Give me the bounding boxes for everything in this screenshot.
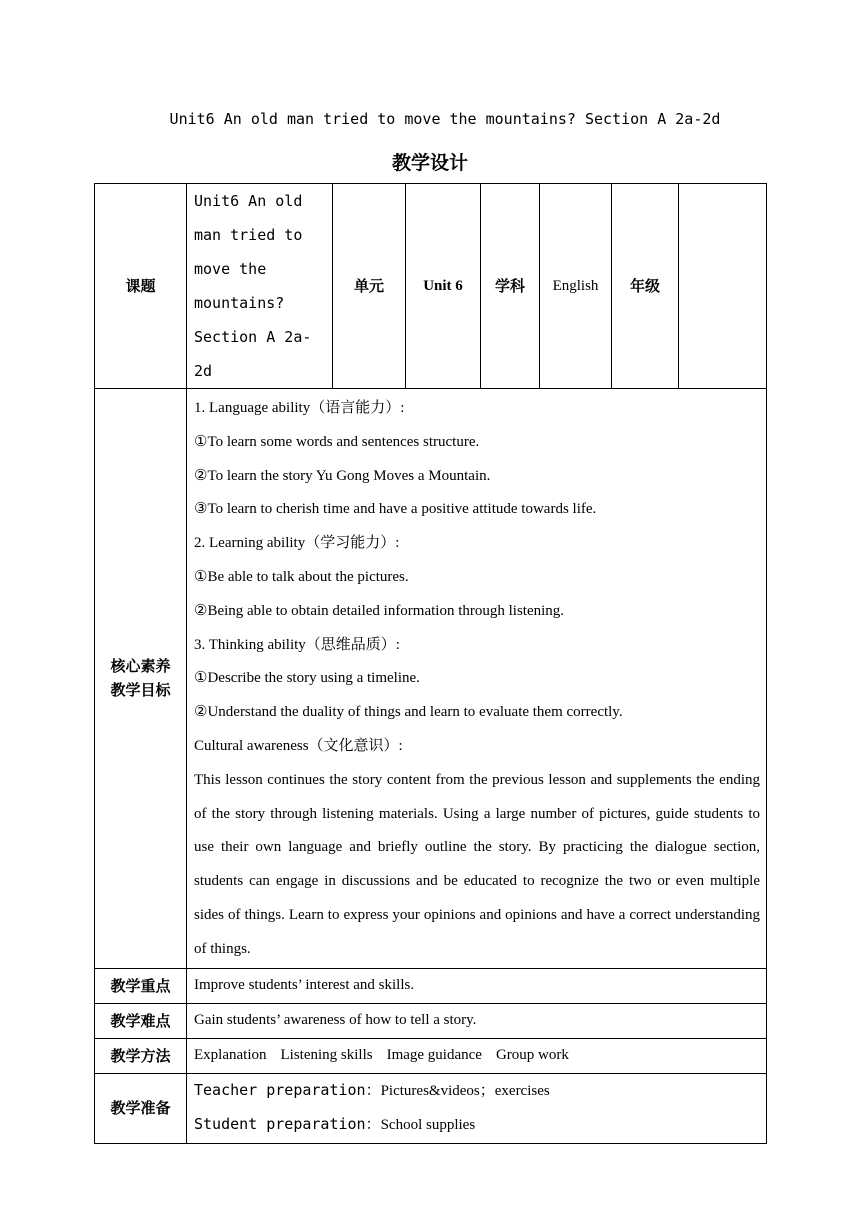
objectives-content [187,389,767,969]
preparation-row [95,1073,767,1143]
method-item: Explanation [194,1047,267,1064]
student-prep-prefix: Student preparation： [194,1115,381,1134]
objective-item: ①To learn some words and sentences structure. [194,433,480,450]
methods-row [95,1038,767,1073]
objective-heading: 2. Learning ability（学习能力）: [194,535,400,552]
objective-item: ②To learn the story Yu Gong Moves a Mountain. [194,467,491,484]
topic-line: move the [194,260,267,278]
lesson-plan-table [94,183,767,1144]
objective-heading: 3. Thinking ability（思维品质）: [194,636,400,653]
student-prep-value: School supplies [380,1117,476,1134]
unit-label: 单元 [333,184,406,389]
difficulties-label: 教学难点 [95,1003,187,1038]
subject-value: English [540,184,612,389]
objective-item: ②Being able to obtain detailed information through listening. [194,602,565,619]
document-subtitle: 教学设计 [391,152,468,174]
objectives-row [95,389,767,969]
objectives-label-line: 教学目标 [110,681,171,700]
key-points-value: Improve students’ interest and skills. [187,968,767,1003]
topic-label: 课题 [95,184,187,389]
objective-item: ①Be able to talk about the pictures. [194,568,409,585]
method-item: Image guidance [386,1047,482,1064]
topic-line: mountains? [194,294,285,312]
document-title: Unit6 An old man tried to move the mountains? Section A 2a-2d [169,110,721,128]
student-preparation [194,1108,759,1143]
key-points-row [95,968,767,1003]
preparation-value [187,1073,767,1143]
objective-heading: 1. Language ability（语言能力）: [194,400,405,416]
objective-heading: Cultural awareness（文化意识）: [194,737,403,754]
difficulties-value: Gain students’ awareness of how to tell a story. [187,1003,767,1038]
objective-item: ②Understand the duality of things and learn to evaluate them correctly. [194,704,623,721]
grade-label: 年级 [612,184,679,389]
objectives-label [95,389,187,969]
header-row [95,184,767,389]
objective-item: ③To learn to cherish time and have a positive attitude towards life. [194,501,597,518]
grade-value [679,184,767,389]
cultural-paragraph: This lesson continues the story content from the previous lesson and supplements the ending of the story through listening materials. Using a large number of pictures, guide students to use their own language and briefly outline the story. By practicing the dialogue section, students can engage in discussions and be educated to recognize the two or even multiple sides of things. Learn to express your opinions and opinions and have a correct understanding of things. [194,771,760,957]
objective-item: ①Describe the story using a timeline. [194,670,420,687]
topic-line: man tried to [194,226,303,244]
method-item: Listening skills [280,1047,373,1064]
topic-value [187,184,333,389]
teacher-prep-prefix: Teacher preparation： [194,1080,381,1099]
methods-value [187,1038,767,1073]
method-item: Group work [495,1047,569,1064]
objectives-label-line: 核心素养 [110,657,171,676]
topic-line: Section A 2a-2d [194,328,312,380]
teacher-preparation [194,1074,759,1109]
preparation-label: 教学准备 [95,1073,187,1143]
teacher-prep-value: Pictures&videos；exercises [380,1082,550,1099]
topic-line: Unit6 An old [194,192,303,210]
methods-label: 教学方法 [95,1038,187,1073]
difficulties-row [95,1003,767,1038]
unit-value: Unit 6 [406,184,481,389]
key-points-label: 教学重点 [95,968,187,1003]
subject-label: 学科 [481,184,540,389]
